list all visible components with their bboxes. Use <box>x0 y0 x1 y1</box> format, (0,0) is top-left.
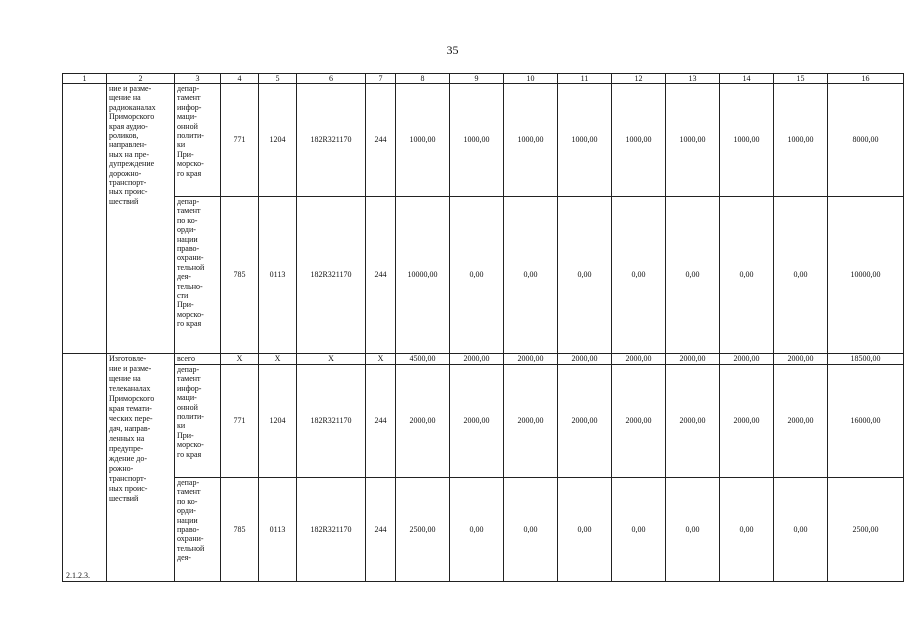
value-cell: 2000,00 <box>774 354 828 365</box>
value-cell: 0,00 <box>612 478 666 582</box>
value-cell: 0,00 <box>666 478 720 582</box>
value-cell: 10000,00 <box>828 197 904 354</box>
value-cell: 0,00 <box>774 197 828 354</box>
value-cell: 2000,00 <box>720 365 774 478</box>
header-cell: 9 <box>450 74 504 84</box>
value-cell: 1000,00 <box>504 84 558 197</box>
header-cell: 14 <box>720 74 774 84</box>
value-cell: 182R321170 <box>297 197 366 354</box>
value-cell: 0,00 <box>720 197 774 354</box>
header-cell: 15 <box>774 74 828 84</box>
page-number: 35 <box>446 43 459 57</box>
value-cell: 771 <box>221 84 259 197</box>
value-cell: 2000,00 <box>558 354 612 365</box>
value-cell: 1000,00 <box>396 84 450 197</box>
measure-description: Изготовле- ние и разме- щение на телеканалах Приморского края темати- ческих пере- дач, направ- ленных на предупре- ждение до- рожно- транспорт- ных проис- шествий <box>107 354 175 582</box>
value-cell: 0,00 <box>774 478 828 582</box>
value-cell: 182R321170 <box>297 478 366 582</box>
value-cell: 785 <box>221 478 259 582</box>
value-cell: 2000,00 <box>504 354 558 365</box>
executor-cell: депар- тамент инфор- маци- онной полити- ки При- морско- го края <box>175 365 221 478</box>
table-row <box>63 84 904 197</box>
value-cell: 0,00 <box>450 197 504 354</box>
value-cell: 2000,00 <box>504 365 558 478</box>
value-cell: 1000,00 <box>558 84 612 197</box>
value-cell: 0,00 <box>504 197 558 354</box>
table-row <box>63 197 904 354</box>
value-cell: 2000,00 <box>720 354 774 365</box>
value-cell: 0113 <box>259 478 297 582</box>
header-cell: 3 <box>175 74 221 84</box>
header-cell: 16 <box>828 74 904 84</box>
value-cell: 182R321170 <box>297 365 366 478</box>
header-cell: 2 <box>107 74 175 84</box>
value-cell: 0,00 <box>720 478 774 582</box>
value-cell: 18500,00 <box>828 354 904 365</box>
header-cell: 4 <box>221 74 259 84</box>
header-cell: 12 <box>612 74 666 84</box>
value-cell: 1204 <box>259 84 297 197</box>
value-cell: 2000,00 <box>396 365 450 478</box>
value-cell: 2500,00 <box>396 478 450 582</box>
value-cell: 2000,00 <box>558 365 612 478</box>
table-row <box>63 365 904 478</box>
value-cell: 0,00 <box>558 478 612 582</box>
value-cell: 2500,00 <box>828 478 904 582</box>
header-cell: 1 <box>63 74 107 84</box>
executor-cell: депар- тамент инфор- маци- онной полити- ки При- морско- го края <box>175 84 221 197</box>
executor-cell: депар- тамент по ко- орди- нации право- охрани- тельной дея- тельно- сти При- морско- го края <box>175 197 221 354</box>
value-cell: 0,00 <box>666 197 720 354</box>
header-cell: 10 <box>504 74 558 84</box>
value-cell: 0,00 <box>558 197 612 354</box>
value-cell: 182R321170 <box>297 84 366 197</box>
value-cell: 2000,00 <box>612 365 666 478</box>
value-cell: 2000,00 <box>450 365 504 478</box>
row-number-cell <box>63 84 107 354</box>
header-cell: 8 <box>396 74 450 84</box>
value-cell: 8000,00 <box>828 84 904 197</box>
value-cell: 4500,00 <box>396 354 450 365</box>
value-cell: X <box>366 354 396 365</box>
table-row <box>63 478 904 582</box>
value-cell: 0113 <box>259 197 297 354</box>
value-cell: 244 <box>366 365 396 478</box>
value-cell: X <box>297 354 366 365</box>
value-cell: 1000,00 <box>450 84 504 197</box>
value-cell: 2000,00 <box>666 365 720 478</box>
measure-description: ние и разме- щение на радиоканалах Приморского края аудио- роликов, направлен- ных на пре- дупреждение дорожно- транспорт- ных проис- шествий <box>107 84 175 354</box>
value-cell: 2000,00 <box>450 354 504 365</box>
header-cell: 11 <box>558 74 612 84</box>
budget-table <box>62 73 904 582</box>
value-cell: 244 <box>366 84 396 197</box>
table-row-total <box>63 354 904 365</box>
value-cell: X <box>259 354 297 365</box>
value-cell: 10000,00 <box>396 197 450 354</box>
value-cell: 0,00 <box>612 197 666 354</box>
value-cell: 0,00 <box>450 478 504 582</box>
value-cell: 0,00 <box>504 478 558 582</box>
value-cell: 785 <box>221 197 259 354</box>
value-cell: 16000,00 <box>828 365 904 478</box>
value-cell: 1000,00 <box>720 84 774 197</box>
value-cell: 244 <box>366 197 396 354</box>
value-cell: 771 <box>221 365 259 478</box>
value-cell: 1000,00 <box>612 84 666 197</box>
header-cell: 13 <box>666 74 720 84</box>
value-cell: 1204 <box>259 365 297 478</box>
value-cell: 2000,00 <box>612 354 666 365</box>
header-cell: 7 <box>366 74 396 84</box>
executor-cell: депар- тамент по ко- орди- нации право- охрани- тельной дея- <box>175 478 221 582</box>
value-cell: 1000,00 <box>774 84 828 197</box>
value-cell: X <box>221 354 259 365</box>
value-cell: 1000,00 <box>666 84 720 197</box>
header-row <box>63 74 904 84</box>
header-cell: 6 <box>297 74 366 84</box>
value-cell: 2000,00 <box>666 354 720 365</box>
value-cell: 244 <box>366 478 396 582</box>
value-cell: 2000,00 <box>774 365 828 478</box>
total-label: всего <box>175 354 221 365</box>
row-number-cell: 2.1.2.3. <box>63 354 107 582</box>
header-cell: 5 <box>259 74 297 84</box>
